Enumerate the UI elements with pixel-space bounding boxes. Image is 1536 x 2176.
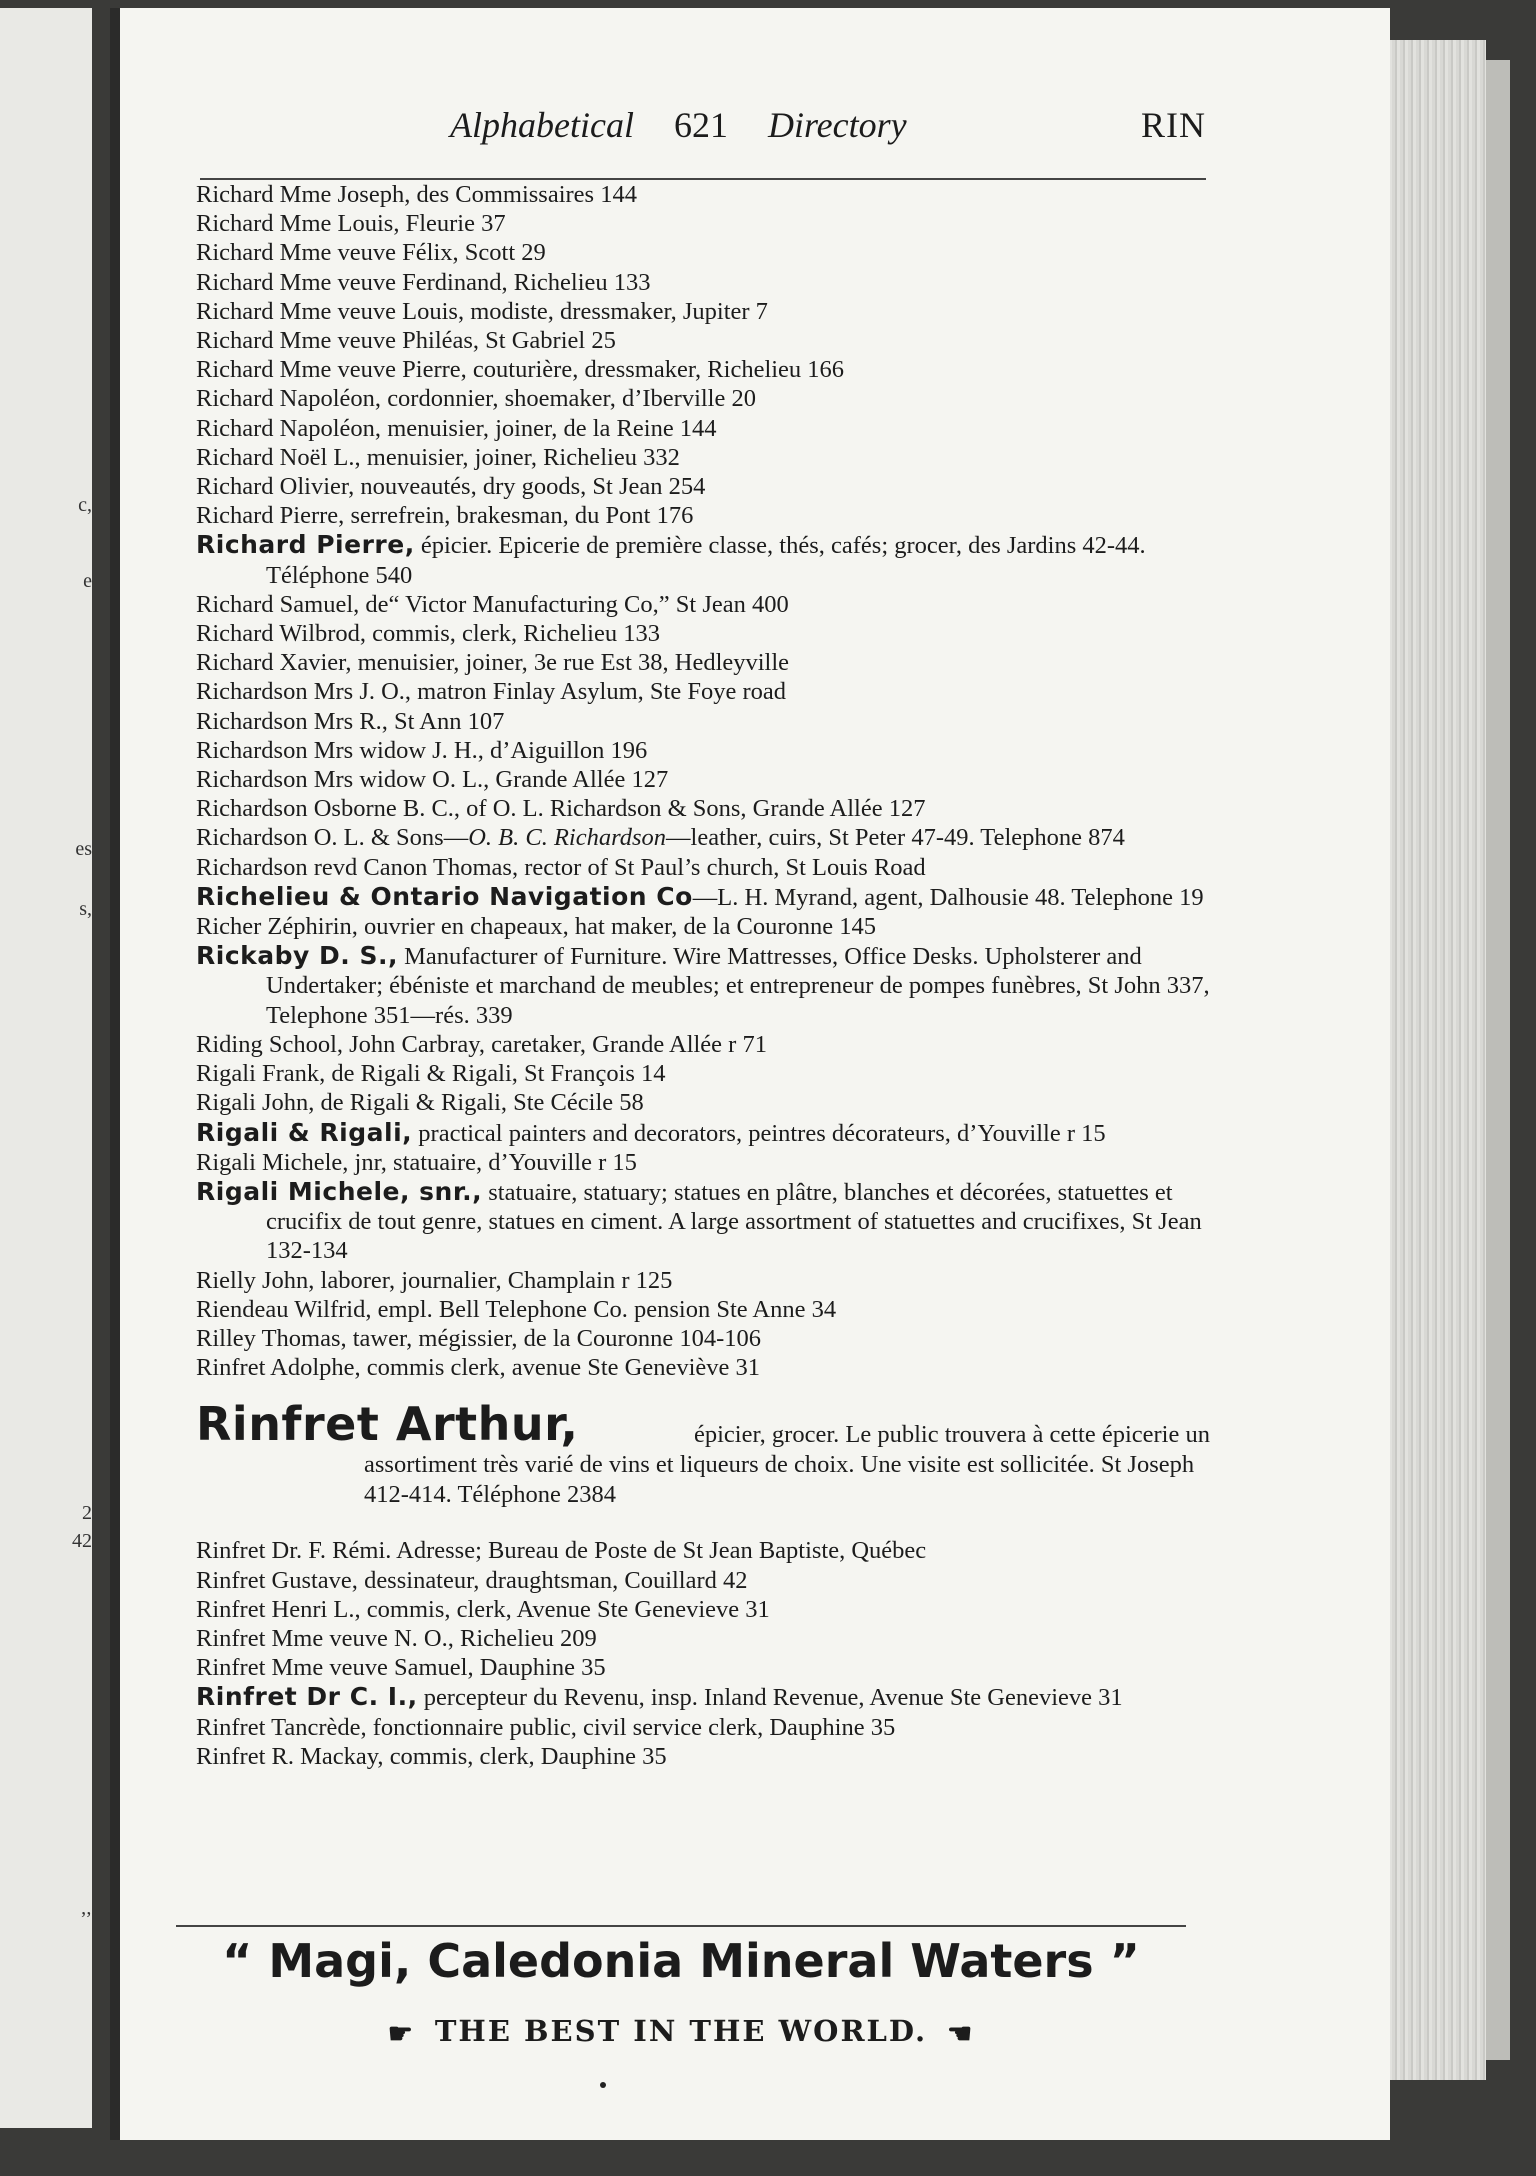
directory-entry bbox=[196, 1682, 1216, 1712]
directory-entry bbox=[196, 1148, 1216, 1177]
directory-entry bbox=[196, 1266, 1216, 1295]
directory-entry bbox=[196, 619, 1216, 648]
entry-name: Richard Pierre, bbox=[196, 502, 345, 530]
entry-name: Rigali John, bbox=[196, 1089, 315, 1117]
entry-name: Richardson Mrs widow J. H., bbox=[196, 736, 484, 764]
entry-details: rector of St Paul’s church, St Louis Road bbox=[518, 853, 926, 881]
entry-name: Rinfret Adolphe, bbox=[196, 1354, 361, 1382]
entry-name: Richard Wilbrod, bbox=[196, 620, 367, 648]
entry-name: Richard Mme Joseph, bbox=[196, 181, 411, 208]
pointing-hand-right-icon: ☛ bbox=[387, 2016, 415, 2050]
directory-entry bbox=[196, 823, 1216, 852]
entry-name: Richardson Mrs J. O., bbox=[196, 678, 412, 706]
entry-name: Richer Zéphirin, bbox=[196, 913, 358, 941]
running-header bbox=[200, 104, 1206, 154]
entry-details: Manufacturer of Furniture. Wire Mattresses, Office Desks. Upholsterer and Undertaker; ébéniste et marchand de meubles; et entrepreneur de pompes funèbres, St John 337, Telephone 351—rés. 339 bbox=[266, 943, 1210, 1029]
entry-name: Richard Mme veuve Ferdinand, bbox=[196, 268, 508, 296]
entry-name: Richard Mme veuve Philéas, bbox=[196, 327, 480, 355]
entry-details: de“ Victor Manufacturing Co,” St Jean 400 bbox=[359, 590, 789, 618]
directory-entry bbox=[196, 472, 1216, 501]
facing-page-margin bbox=[0, 8, 92, 2128]
directory-entry bbox=[196, 1566, 1216, 1595]
entry-name: Richardson revd Canon Thomas, bbox=[196, 853, 519, 881]
directory-entry bbox=[196, 180, 1216, 209]
entry-name: Richardson Mrs widow O. L., bbox=[196, 766, 490, 794]
footer-rule bbox=[176, 1925, 1186, 1927]
margin-fragment: s, bbox=[79, 898, 92, 920]
entry-name: Rilley Thomas, bbox=[196, 1324, 347, 1352]
entry-name: Richardson Mrs R., bbox=[196, 707, 388, 735]
entry-details: —leather, cuirs, St Peter 47-49. Telephone 874 bbox=[666, 824, 1125, 852]
directory-entry bbox=[196, 1324, 1216, 1353]
directory-entry bbox=[196, 1088, 1216, 1117]
entry-details: menuisier, joiner, Richelieu 332 bbox=[360, 443, 680, 471]
entry-details: menuisier, joiner, de la Reine 144 bbox=[381, 414, 717, 442]
entry-name: Riding School, bbox=[196, 1030, 344, 1058]
entry-details: St Ann 107 bbox=[387, 707, 505, 735]
directory-entry bbox=[196, 765, 1216, 794]
entry-name: Richelieu & Ontario Navigation Co bbox=[196, 881, 693, 911]
directory-entry bbox=[196, 1059, 1216, 1088]
directory-entry bbox=[196, 648, 1216, 677]
entry-details: menuisier, joiner, 3e rue Est 38, Hedleyville bbox=[351, 649, 790, 677]
entry-name: Rinfret R. Mackay, bbox=[196, 1742, 384, 1770]
directory-entry bbox=[196, 853, 1216, 882]
entry-details: Fleurie 37 bbox=[399, 210, 506, 238]
entry-details: commis, clerk, Richelieu 133 bbox=[366, 620, 660, 648]
directory-entry bbox=[196, 736, 1216, 765]
entry-name: Richard Mme veuve Pierre, bbox=[196, 356, 467, 384]
directory-entry bbox=[196, 941, 1216, 1030]
entry-name: Richard Mme veuve Félix, bbox=[196, 239, 459, 267]
page-edges bbox=[1376, 40, 1486, 2080]
directory-entry bbox=[196, 1118, 1216, 1148]
entry-name: Rigali Frank, bbox=[196, 1060, 326, 1088]
entry-details: cordonnier, shoemaker, d’Iberville 20 bbox=[381, 385, 756, 413]
entry-name: Richard Samuel, bbox=[196, 590, 360, 618]
entry-name: Rigali Michele, jnr, bbox=[196, 1148, 387, 1176]
margin-fragment: ’’ bbox=[80, 1908, 92, 1930]
entry-name: Rinfret Gustave, bbox=[196, 1566, 358, 1594]
directory-entry bbox=[196, 794, 1216, 823]
directory-entry bbox=[196, 912, 1216, 941]
entry-details: Grande Allée 127 bbox=[489, 766, 669, 794]
entry-details: des Commissaires 144 bbox=[410, 181, 637, 208]
entry-name: Rinfret Tancrède, bbox=[196, 1713, 367, 1741]
entry-details: practical painters and decorators, peintres décorateurs, d’Youville r 15 bbox=[412, 1119, 1106, 1147]
entry-name: Richard Napoléon, bbox=[196, 414, 382, 442]
entry-name: Rielly John, bbox=[196, 1266, 315, 1294]
entry-details: of O. L. Richardson & Sons, Grande Allée 127 bbox=[460, 795, 926, 823]
entry-name: Richard Olivier, bbox=[196, 473, 355, 501]
page-dot bbox=[600, 2082, 606, 2088]
directory-entry bbox=[196, 590, 1216, 619]
margin-fragment: e bbox=[83, 570, 92, 592]
directory-entry bbox=[196, 1595, 1216, 1624]
directory-entry bbox=[196, 355, 1216, 384]
directory-entry bbox=[196, 297, 1216, 326]
entry-details: Dauphine 35 bbox=[473, 1654, 606, 1682]
directory-entry bbox=[196, 1030, 1216, 1059]
entry-details: laborer, journalier, Champlain r 125 bbox=[314, 1266, 673, 1294]
directory-entry bbox=[196, 384, 1216, 413]
directory-entry bbox=[196, 268, 1216, 297]
entry-details: d’Aiguillon 196 bbox=[483, 736, 648, 764]
entry-name: Richard Mme veuve Louis, bbox=[196, 297, 465, 325]
entry-details: serrefrein, brakesman, du Pont 176 bbox=[344, 502, 694, 530]
directory-entry bbox=[196, 1536, 1216, 1565]
entry-details: statuaire, d’Youville r 15 bbox=[386, 1148, 637, 1176]
pointing-hand-left-icon: ☚ bbox=[947, 2016, 975, 2050]
directory-entry bbox=[196, 209, 1216, 238]
entry-details: statuaire, statuary; statues en plâtre, blanches et décorées, statuettes et crucifix de tout genre, statues en ciment. A large assortment of statuettes and crucifixes, St Jean 132-134 bbox=[266, 1178, 1202, 1265]
entry-details: fonctionnaire public, civil service clerk, Dauphine 35 bbox=[366, 1713, 896, 1741]
margin-fragment: es bbox=[75, 838, 92, 860]
directory-entry bbox=[196, 1353, 1216, 1382]
entry-name: Rinfret Dr. F. Rémi. bbox=[196, 1537, 392, 1565]
margin-fragment: c, bbox=[78, 494, 92, 516]
entry-details: ouvrier en chapeaux, hat maker, de la Couronne 145 bbox=[357, 913, 877, 941]
entry-italic: O. B. C. Richardson bbox=[468, 824, 667, 852]
directory-entry bbox=[196, 443, 1216, 472]
ad-text: épicier, grocer. Le public trouvera à cette épicerie un assortiment très varié de vins et liqueurs de choix. Une visite est sollicitée. St Joseph 412-414. Téléphone 2384 bbox=[364, 1421, 1210, 1509]
entry-name: Rinfret Henri L., bbox=[196, 1595, 361, 1623]
entry-details: Scott 29 bbox=[458, 239, 546, 267]
entry-details: empl. Bell Telephone Co. pension Ste Anne 34 bbox=[371, 1295, 837, 1323]
entry-details: St Gabriel 25 bbox=[479, 327, 616, 355]
entry-details: nouveautés, dry goods, St Jean 254 bbox=[354, 473, 706, 501]
directory-entry bbox=[196, 1624, 1216, 1653]
directory-entry bbox=[196, 1295, 1216, 1324]
entry-details: Richelieu 209 bbox=[453, 1624, 597, 1652]
entry-name: Rinfret Mme veuve Samuel, bbox=[196, 1654, 474, 1682]
directory-entry bbox=[196, 501, 1216, 530]
entry-name: Rinfret Mme veuve N. O., bbox=[196, 1624, 454, 1652]
header-title-right: Directory bbox=[768, 105, 907, 145]
entry-details: commis, clerk, Avenue Ste Genevieve 31 bbox=[360, 1595, 770, 1623]
entry-details: Richelieu 133 bbox=[507, 268, 651, 296]
footer-advertisement: “ Magi, Caledonia Mineral Waters ” bbox=[222, 1934, 1140, 1988]
entry-name: Richard Napoléon, bbox=[196, 385, 382, 413]
entry-name: Richard Pierre, bbox=[196, 530, 415, 560]
directory-entry bbox=[196, 707, 1216, 736]
entry-details: matron Finlay Asylum, Ste Foye road bbox=[411, 678, 787, 706]
entry-name: Richard Noël L., bbox=[196, 443, 361, 471]
entry-name: Rickaby D. S., bbox=[196, 941, 398, 971]
entry-details: couturière, dressmaker, Richelieu 166 bbox=[466, 356, 845, 384]
entry-details: John Carbray, caretaker, Grande Allée r 71 bbox=[343, 1030, 767, 1058]
entries-bottom bbox=[196, 1536, 1216, 1771]
directory-entry bbox=[196, 1177, 1216, 1266]
entry-details: dessinateur, draughtsman, Couillard 42 bbox=[357, 1566, 748, 1594]
directory-listing bbox=[196, 180, 1216, 1771]
directory-entry bbox=[196, 882, 1216, 912]
directory-entry bbox=[196, 238, 1216, 267]
header-guide-word: RIN bbox=[1141, 105, 1206, 145]
advertisement-rinfret-arthur bbox=[196, 1397, 1216, 1510]
entry-name: Richardson O. L. & Sons— bbox=[196, 824, 469, 852]
entry-details: commis clerk, avenue Ste Geneviève 31 bbox=[360, 1354, 761, 1382]
page-number: 621 bbox=[674, 105, 728, 145]
entry-details: modiste, dressmaker, Jupiter 7 bbox=[464, 297, 768, 325]
entry-details: Adresse; Bureau de Poste de St Jean Baptiste, Québec bbox=[391, 1537, 927, 1565]
footer-tagline-row bbox=[176, 2014, 1186, 2050]
entry-name: Riendeau Wilfrid, bbox=[196, 1295, 372, 1323]
entry-name: Rigali & Rigali, bbox=[196, 1117, 413, 1147]
entry-details: de Rigali & Rigali, Ste Cécile 58 bbox=[314, 1089, 644, 1117]
entry-details: de Rigali & Rigali, St François 14 bbox=[325, 1060, 666, 1088]
entry-details: épicier. Epicerie de première classe, thés, cafés; grocer, des Jardins 42-44. Téléphone 540 bbox=[266, 532, 1146, 589]
entries-top bbox=[196, 180, 1216, 1382]
entry-details: tawer, mégissier, de la Couronne 104-106 bbox=[346, 1324, 762, 1352]
footer-tagline: THE BEST IN THE WORLD. bbox=[434, 2014, 928, 2048]
margin-fragment: 42 bbox=[72, 1530, 92, 1552]
entry-details: —L. H. Myrand, agent, Dalhousie 48. Telephone 19 bbox=[692, 883, 1204, 911]
entry-details: commis, clerk, Dauphine 35 bbox=[383, 1742, 667, 1770]
directory-entry bbox=[196, 530, 1216, 589]
directory-entry bbox=[196, 1742, 1216, 1771]
directory-entry bbox=[196, 1713, 1216, 1742]
directory-entry bbox=[196, 677, 1216, 706]
entry-name: Richardson Osborne B. C., bbox=[196, 795, 461, 823]
entry-name: Rigali Michele, snr., bbox=[196, 1176, 483, 1206]
entry-name: Richard Mme Louis, bbox=[196, 210, 400, 238]
directory-entry bbox=[196, 1653, 1216, 1682]
ad-name: Rinfret Arthur, bbox=[196, 1397, 579, 1452]
directory-entry bbox=[196, 414, 1216, 443]
entry-details: percepteur du Revenu, insp. Inland Revenue, Avenue Ste Genevieve 31 bbox=[417, 1684, 1123, 1712]
directory-entry bbox=[196, 326, 1216, 355]
margin-fragment: 2 bbox=[82, 1502, 92, 1524]
entry-name: Rinfret Dr C. I., bbox=[196, 1682, 418, 1712]
entry-name: Richard Xavier, bbox=[196, 649, 352, 677]
header-title-left: Alphabetical bbox=[450, 105, 634, 145]
